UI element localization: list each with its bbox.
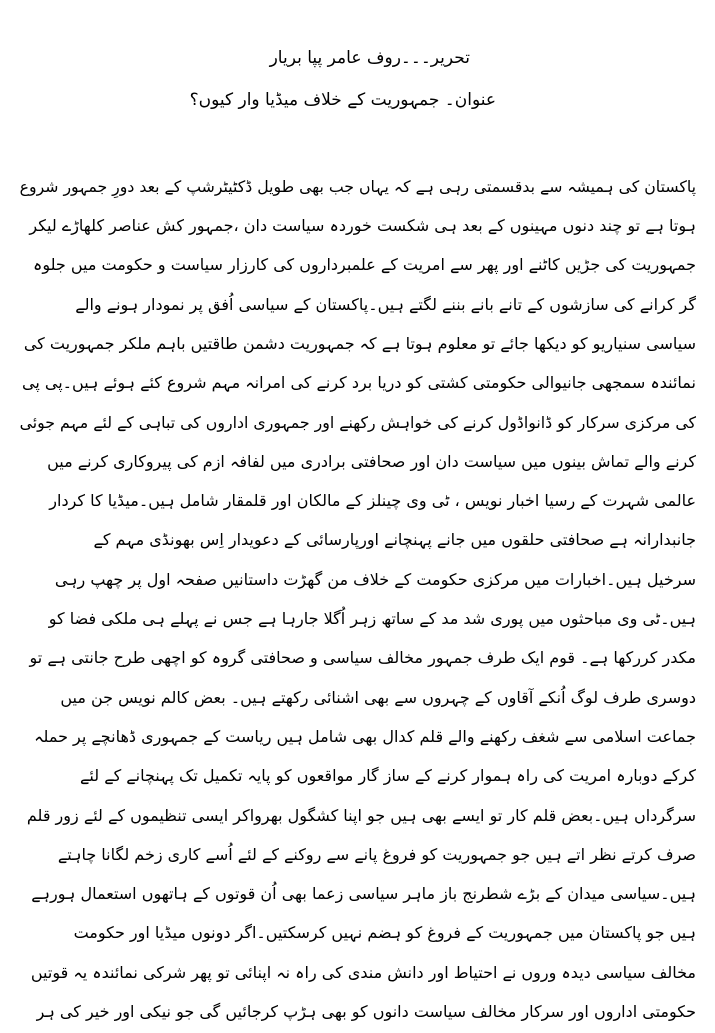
body-line: جانبدارانہ ہے صحافتی حلقوں میں جانے پہنچانے اورپارسائی کے دعویدار اِس بھونڈی مہم کے bbox=[93, 530, 696, 549]
body-line: دوسری طرف لوگ اُنکے آقاوں کے چہروں سے بھی اشنائی رکھتے ہیں۔ بعض کالم نویس جن میں bbox=[60, 688, 696, 707]
body-line: صرف کرتے نظر اتے ہیں جو جمہوریت کو فروغ پانے سے روکنے کے لئے اُسے کاری زخم لگانا چاہتے bbox=[57, 845, 696, 864]
body-line: ہیں جو پاکستان میں جمہوریت کے فروغ کو ہضم نہیں کرسکتیں۔اگر دونوں میڈیا اور حکومت bbox=[73, 923, 696, 942]
body-line: عالمی شہرت کے رسیا اخبار نویس ، ٹی وی چینلز کے مالکان اور قلمقار شامل ہیں۔میڈیا کا کردار bbox=[49, 491, 696, 510]
body-line: کی مرکزی سرکار کو ڈانواڈول کرنے کی خواہش رکھنے اور جمہوری اداروں کی تباہی کے لئے مہم جوئی bbox=[19, 413, 696, 432]
body-line: نمائندہ سمجھی جانیوالی حکومتی کشتی کو دریا برد کرنے کی امرانہ مہم شروع کئے ہوئے ہیں۔پی پی bbox=[22, 373, 696, 392]
body-line: کرکے دوبارہ امریت کی راہ ہموار کرنے کے ساز گار مواقعوں کو پایہ تکمیل تک پہنچانے کے لئے bbox=[80, 766, 696, 785]
body-line: مکدر کررکھا ہے۔ قوم ایک طرف جمہور مخالف سیاسی و صحافتی گروہ کو اچھی طرح جانتی ہے تو bbox=[29, 648, 696, 667]
body-line: سیاسی سنیاریو کو دیکھا جائے تو معلوم ہوتا ہے کہ جمہوریت دشمن طاقتیں باہم ملکر جمہوریت کی bbox=[23, 334, 696, 353]
body-line: مخالف سیاسی دیدہ وروں نے احتیاط اور دانش مندی کی راہ نہ اپنائی تو پھر شرکی نمائندہ یہ قوتیں bbox=[30, 963, 696, 982]
body-line: ہوتا ہے تو چند دنوں مہینوں کے بعد ہی شکست خوردہ سیاست دان ،جمہور کش عناصر کلھاڑے لیکر bbox=[29, 216, 696, 235]
body-line: جمہوریت کی جڑیں کاٹنے اور پھر سے امریت کے علمبرداروں کی کارزار سیاست و حکومت میں جلوہ bbox=[32, 255, 696, 274]
body-line: گر کرانے کی سازشوں کے تانے بانے بننے لگتے ہیں۔پاکستان کے سیاسی اُفق پر نمودار ہونے والے bbox=[75, 295, 696, 314]
body-line: حکومتی اداروں اور سرکار مخالف سیاست دانوں کو بھی ہڑپ کرجائیں گی جو نیکی اور خیر کی ہر bbox=[36, 1002, 696, 1021]
body-line: ہیں۔ٹی وی مباحثوں میں پوری شد مد کے ساتھ زہر اُگلا جارہا ہے جس نے پہلے ہی ملکی فضا کو bbox=[48, 609, 696, 628]
body-line: سرگرداں ہیں۔بعض قلم کار تو ایسے بھی ہیں جو اپنا کشگول بھرواکر ایسی تنظیموں کے لئے زور قلم bbox=[26, 806, 696, 825]
body-line: پاکستان کی ہمیشہ سے بدقسمتی رہی ہے کہ یہاں جب بھی طویل ڈکٹیٹرشپ کے بعد دورِ جمہور شروع bbox=[19, 177, 696, 196]
body-line: کرنے والے تماش بینوں میں سیاست دان اور صحافتی برادری میں لفافہ ازم کی پیروکاری کرنے میں bbox=[47, 452, 696, 471]
body-line: سرخیل ہیں۔اخبارات میں مرکزی حکومت کے خلاف من گھڑت داستانیں صفحہ اول پر چھپ رہی bbox=[54, 570, 696, 589]
title-line: عنوان۔ جمہوریت کے خلاف میڈیا وار کیوں؟ bbox=[189, 90, 496, 110]
body-line: جماعت اسلامی سے شغف رکھنے والے قلم کدال بھی شامل ہیں ریاست کے جمہوری ڈھانچے پر حملہ bbox=[34, 727, 696, 746]
body-line: ہیں۔سیاسی میدان کے بڑے شطرنج باز ماہر سیاسی زعما بھی اُن قوتوں کے ہاتھوں استعمال ہورہے bbox=[31, 884, 696, 903]
author-line: تحریر۔۔۔روف عامر پپا بریار bbox=[269, 48, 470, 68]
